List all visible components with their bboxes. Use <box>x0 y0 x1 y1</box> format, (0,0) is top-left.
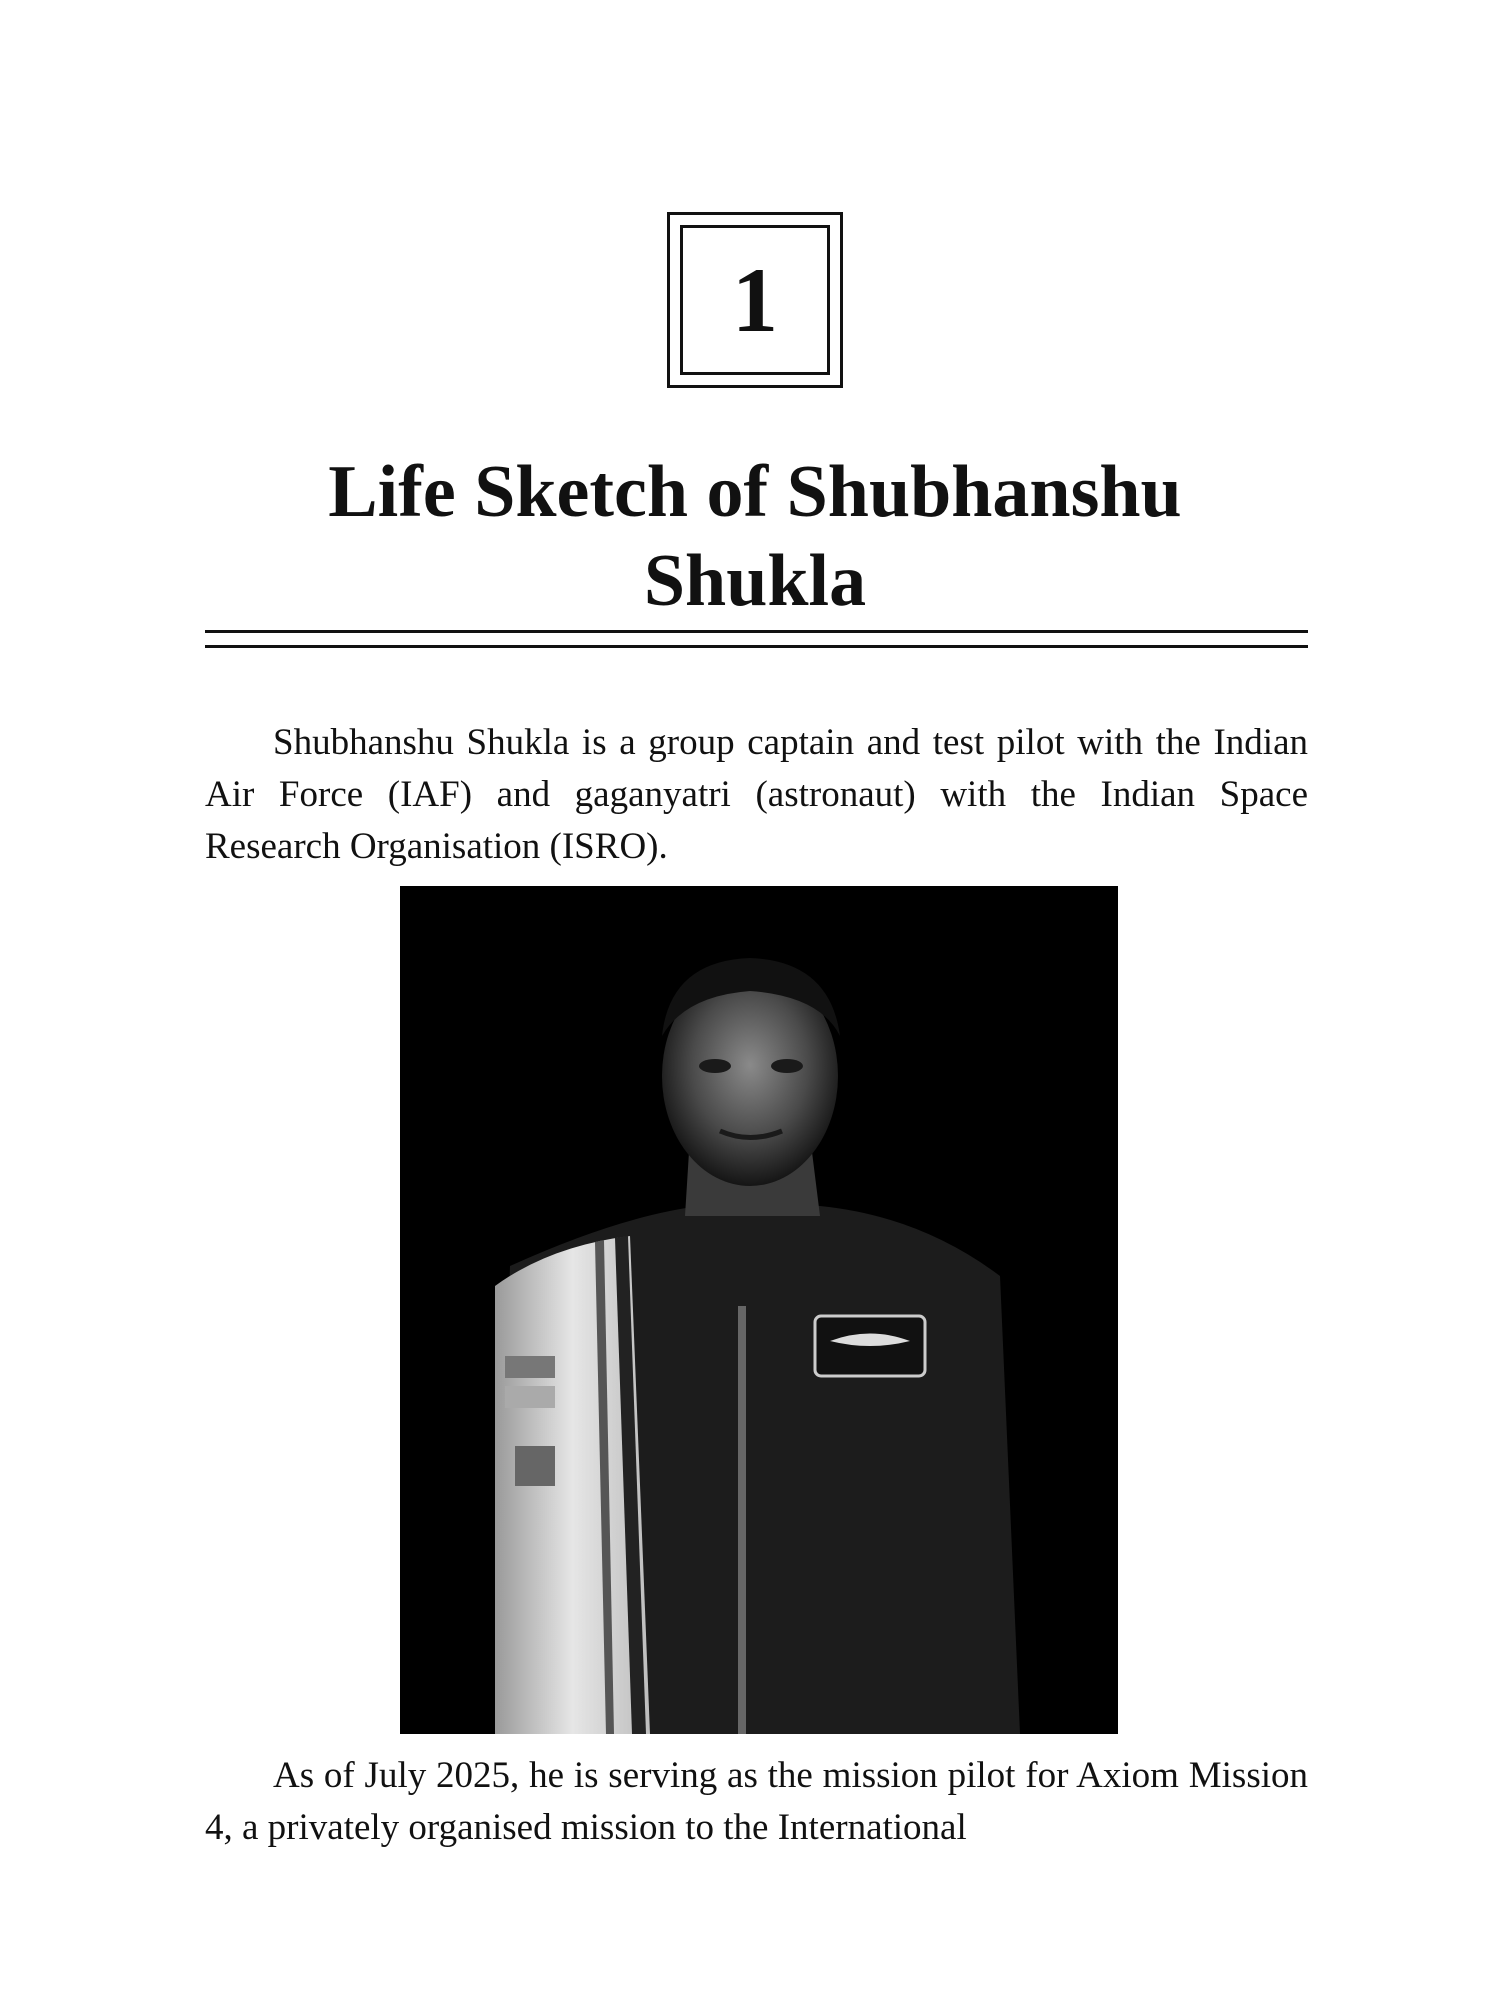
title-rule-bottom <box>205 645 1308 648</box>
chapter-number-box <box>667 212 843 388</box>
title-rule-top <box>205 630 1308 633</box>
paragraph-mission: As of July 2025, he is serving as the mission pilot for Axiom Mission 4, a privately organised mission to the International <box>205 1755 1308 1848</box>
chapter-title <box>200 448 1310 626</box>
chapter-title-line-1: Life Sketch of Shubhanshu <box>328 451 1182 533</box>
chapter-number: 1 <box>680 225 830 375</box>
paragraph-intro: Shubhanshu Shukla is a group captain and test pilot with the Indian Air Force (IAF) and gaganyatri (astronaut) with the Indian Space Research Organisation (ISRO). <box>205 722 1308 867</box>
chapter-title-line-2: Shukla <box>643 539 867 622</box>
portrait-illustration <box>400 886 1118 1734</box>
astronaut-portrait-photo <box>400 886 1118 1734</box>
